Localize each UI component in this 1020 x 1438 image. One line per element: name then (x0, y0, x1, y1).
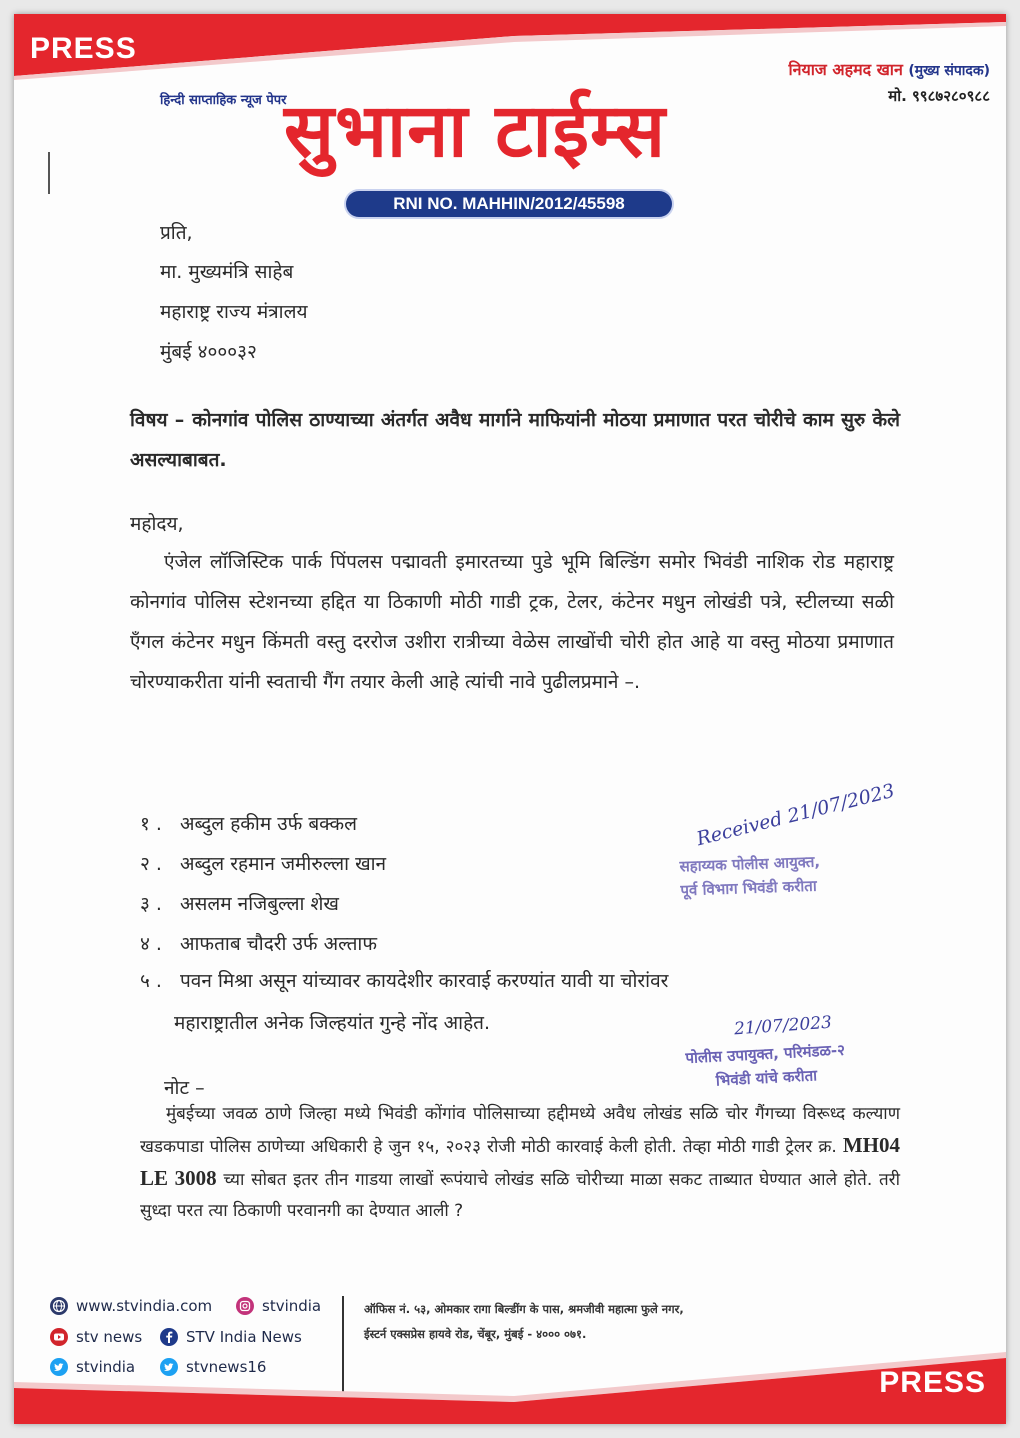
office-address (364, 1297, 834, 1347)
editor-block (788, 58, 990, 106)
note-text-2: च्या सोबत इतर तीन गाडया लाखों रूपंयाचे लोखंड सळि चोरीच्या माळा सकट ताब्यात घेण्यात आले होते. तरी सुध्दा परत त्या ठिकाणी परवानगी का देण्यात आली ? (140, 1170, 901, 1221)
list-number: ५ . (140, 970, 162, 992)
facebook-text: STV India News (186, 1328, 302, 1346)
youtube-text: stv news (76, 1328, 143, 1346)
editor-name-line (788, 58, 990, 80)
margin-mark (48, 152, 50, 194)
list-number: २ . (140, 853, 162, 875)
bottom-banner (14, 1352, 1006, 1424)
subject-text: कोनगांव पोलिस ठाण्याच्या अंतर्गत अवैध मार्गाने माफियांनी मोठया प्रमाणात परत चोरीचे काम सुरु केले असल्याबाबत. (130, 409, 900, 471)
note-paragraph (140, 1099, 900, 1227)
acp-stamp-line-1: सहाय्यक पोलीस आयुक्त, (679, 852, 821, 876)
list-name: असलम नजिबुल्ला शेख (180, 893, 339, 915)
address-line-3: मुंबई ४०००३२ (160, 341, 257, 363)
acp-stamp-line-2: पूर्व विभाग भिवंडी करीता (680, 876, 817, 900)
note-text-1: मुंबईच्या जवळ ठाणे जिल्हा मध्ये भिवंडी कोंगांव पोलिसाच्या हद्दीमध्ये अवैध लोखंड सळि चोर गैंगच्या विरूध्द कल्याण खडकपाडा पोलिस ठाणेच्या अधिकारी हे जुन १५, २०२३ रोजी मोठी कारवाई केली होती. तेव्हा मोठी गाडी ट्रेलर क्र. (140, 1104, 900, 1157)
subject-label: विषय – (130, 409, 185, 431)
editor-mobile: मो. ९९८७२८०९८८ (888, 87, 990, 105)
dcp-stamp-line-1: पोलीस उपायुक्त, परिमंडळ-२ (685, 1040, 846, 1068)
instagram-text: stvindia (262, 1297, 322, 1315)
website-text: www.stvindia.com (76, 1297, 213, 1315)
list-number: १ . (140, 813, 162, 835)
globe-icon (50, 1297, 68, 1315)
footer-website[interactable] (50, 1297, 212, 1315)
list-item (140, 884, 386, 924)
item5-line-2: महाराष्ट्रातील अनेक जिल्हयांत गुन्हे नोंद आहेत. (174, 1012, 491, 1034)
youtube-icon (50, 1328, 68, 1346)
list-item (140, 844, 386, 884)
address-line-1: मा. मुख्यमंत्रि साहेब (160, 261, 294, 283)
names-list (140, 804, 386, 964)
list-number: ३ . (140, 893, 162, 915)
footer-facebook[interactable] (160, 1328, 302, 1346)
item5-line-1: पवन मिश्रा असून यांच्यावर कायदेशीर कारवाई करण्यांत यावी या चोरांवर (180, 970, 669, 992)
list-item (140, 804, 386, 844)
rni-badge: RNI NO. MAHHIN/2012/45598 (346, 191, 672, 217)
footer-youtube[interactable] (50, 1328, 142, 1346)
tagline: हिन्दी साप्ताहिक न्यूज पेपर (160, 93, 287, 108)
dcp-stamp-line-2: भिवंडी यांचे करीता (715, 1066, 818, 1090)
letter-page (14, 14, 1006, 1424)
note-label: नोट – (164, 1077, 205, 1099)
address-to: प्रति, (160, 222, 193, 244)
address-line-2: महाराष्ट्र राज्य मंत्रालय (160, 301, 308, 323)
footer-instagram[interactable] (236, 1297, 321, 1315)
office-line-2: ईस्टर्न एक्सप्रेस हायवे रोड, चेंबूर, मुंबई - ४००० ०७१. (364, 1327, 587, 1341)
editor-role: (मुख्य संपादक) (908, 63, 990, 79)
twitter-text-2: stvnews16 (186, 1358, 267, 1376)
office-line-1: ऑफिस नं. ५३, ओमकार रागा बिल्डींग के पास, श्रमजीवी महात्मा फुले नगर, (364, 1302, 684, 1316)
subject-block (130, 400, 900, 480)
dcp-stamp (685, 1038, 847, 1094)
acp-stamp (679, 850, 821, 903)
received-signature: Received 21/07/2023 (694, 779, 897, 851)
dcp-signature: 21/07/2023 (733, 1012, 833, 1040)
instagram-icon (236, 1297, 254, 1315)
list-number: ४ . (140, 933, 162, 955)
body-paragraph: एंजेल लॉजिस्टिक पार्क पिंपलस पद्मावती इमारतच्या पुडे भूमि बिल्डिंग समोर भिवंडी नाशिक रोड महाराष्ट्र कोनगांव पोलिस स्टेशनच्या हद्दित या ठिकाणी मोठी गाडी ट्रक, टेलर, कंटेनर मधुन लोखंडी पत्रे, स्टीलच्या सळी ऍंगल कंटेनर मधुन किंमती वस्तु दररोज उशीरा रात्रीच्या वेळेस लाखोंची चोरी होत आहे या वस्तु मोठया प्रमाणात चोरण्याकरीता यांनी स्वताची गैंग तयार केली आहे त्यांची नावे पुढीलप्रमाने –. (130, 551, 894, 693)
list-item (140, 924, 386, 964)
list-name: अब्दुल हकीम उर्फ बक्कल (180, 813, 357, 835)
twitter-text-1: stvindia (76, 1358, 136, 1376)
salutation: महोदय, (130, 513, 184, 535)
vehicle-number: MH04 LE 3008 (140, 1133, 900, 1190)
list-name: आफताब चौदरी उर्फ अल्ताफ (180, 933, 378, 955)
press-label-top: PRESS (30, 32, 137, 65)
editor-name: नियाज अहमद खान (788, 60, 903, 79)
facebook-icon (160, 1328, 178, 1346)
press-label-bottom: PRESS (879, 1366, 986, 1399)
masthead-logo: सुभाना टाईम्स (284, 88, 667, 174)
list-name: अब्दुल रहमान जमीरुल्ला खान (180, 853, 387, 875)
